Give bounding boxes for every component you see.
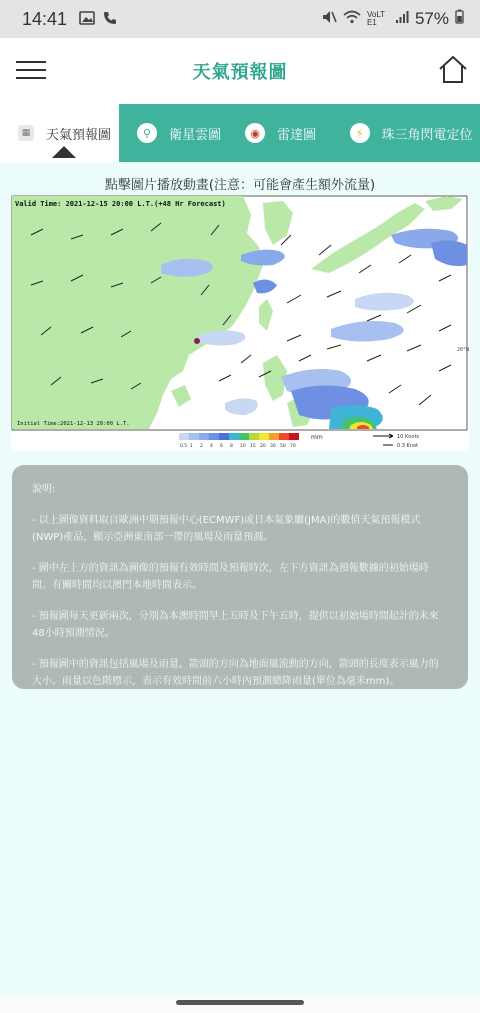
app-bar <box>0 38 480 104</box>
rain-legend-value: 6 <box>220 444 223 449</box>
rain-legend-swatch <box>279 433 289 440</box>
description-paragraph: - 預報圖中的資訊包括風場及雨量。箭頭的方向為地面風流動的方向，箭頭的長度表示風力的大小。雨量以色階標示，表示有效時間前六小時內預測總降雨量(單位為毫米mm)。 <box>32 659 439 687</box>
animation-caption: 點擊圖片播放動畫(注意：可能會產生額外流量) <box>104 178 376 193</box>
mute-icon <box>321 9 337 30</box>
tab-label: 天氣預報圖 <box>46 127 112 143</box>
forecast-map-svg <box>11 195 469 451</box>
status-bar <box>0 0 480 38</box>
active-tab-indicator <box>52 146 76 158</box>
initial-time-label: Initial Time:2021-12-13 20:00 L.T. <box>17 421 130 427</box>
tab-label: 雷達圖 <box>277 127 317 143</box>
rain-legend-swatch <box>259 433 269 440</box>
rain-legend-value: 0.5 <box>180 444 188 449</box>
image-icon <box>79 9 95 30</box>
rain-legend-swatch <box>219 433 229 440</box>
rain-legend-value: 8 <box>230 444 233 449</box>
status-time: 14:41 <box>22 8 68 29</box>
valid-time-label: Valid Time: 2021-12-15 20:00 L.T.(+48 Hr Forecast) <box>15 200 226 208</box>
rain-legend-swatch <box>189 433 199 440</box>
radar-icon: ◉ <box>245 123 265 143</box>
rain-legend-swatch <box>239 433 249 440</box>
wind-legend-short-label: 0.3 Knot <box>397 443 419 449</box>
hamburger-icon-line <box>16 69 46 71</box>
rain-legend-value: 4 <box>210 444 213 449</box>
rain-legend-value: 2 <box>200 444 203 449</box>
rain-legend-swatch <box>179 433 189 440</box>
page-title: 天氣預報圖 <box>192 62 288 83</box>
rain-legend-swatch <box>249 433 259 440</box>
rain-legend-value: 30 <box>270 444 276 449</box>
rain-legend-swatch <box>209 433 219 440</box>
rain-legend-swatch <box>289 433 299 440</box>
tab-label: 衛星雲圖 <box>169 127 222 143</box>
tab-satellite[interactable] <box>119 104 227 162</box>
rain-legend-swatch <box>269 433 279 440</box>
home-gesture-handle[interactable] <box>176 1000 304 1005</box>
tab-label: 珠三角閃電定位 <box>381 127 473 143</box>
home-icon <box>438 55 468 85</box>
description-paragraph: - 圖中左上方的資訊為圖像的預報有效時間及預報時次，左下方資訊為預報數據的初始場時間。有關時間均以澳門本地時間表示。 <box>32 563 429 591</box>
description-paragraph: - 以上圖像資料取自歐洲中期預報中心(ECMWF)或日本氣象廳(JMA)的數值天氣預報模式(NWP)產品，顯示亞洲東南部一帶的風場及雨量預測。 <box>32 515 421 543</box>
tab-radar[interactable] <box>227 104 331 162</box>
wifi-icon <box>343 9 361 29</box>
description-paragraph: - 預報圖每天更新兩次，分別為本澳時間早上五時及下午五時，提供以初始場時間起計的未來48小時預測情況。 <box>32 611 439 639</box>
rain-legend-unit: mm <box>311 434 323 441</box>
menu-button[interactable] <box>16 58 48 82</box>
rain-legend-value: 70 <box>290 444 296 449</box>
lightning-icon: ⚡ <box>350 123 370 143</box>
hamburger-icon-line <box>16 77 46 79</box>
satellite-icon: ⚲ <box>137 123 157 143</box>
forecast-map-image[interactable] <box>11 195 469 451</box>
rain-legend-value: 15 <box>250 444 256 449</box>
tab-lightning[interactable] <box>332 104 480 162</box>
map-icon: ▦ <box>18 125 34 141</box>
description-card <box>12 465 468 689</box>
signal-icon <box>395 9 409 29</box>
latitude-label: 20°N <box>457 347 469 353</box>
rain-legend-value: 20 <box>260 444 266 449</box>
rain-legend-value: 1 <box>190 444 193 449</box>
status-right <box>321 9 464 30</box>
battery-icon <box>455 9 464 29</box>
battery-level: 57% <box>414 9 449 28</box>
map-area <box>12 196 469 430</box>
hamburger-icon <box>16 61 46 63</box>
description-title: 說明: <box>32 484 56 495</box>
rain-legend-value: 10 <box>240 444 246 449</box>
rain-legend-swatch <box>229 433 239 440</box>
network-label: VoLTE1 <box>366 10 386 27</box>
wind-legend-long-label: 10 Knots <box>397 434 420 440</box>
home-button[interactable] <box>438 55 468 85</box>
rain-legend-value: 50 <box>280 444 286 449</box>
rain-legend-swatch <box>199 433 209 440</box>
phone-call-icon <box>103 9 117 30</box>
